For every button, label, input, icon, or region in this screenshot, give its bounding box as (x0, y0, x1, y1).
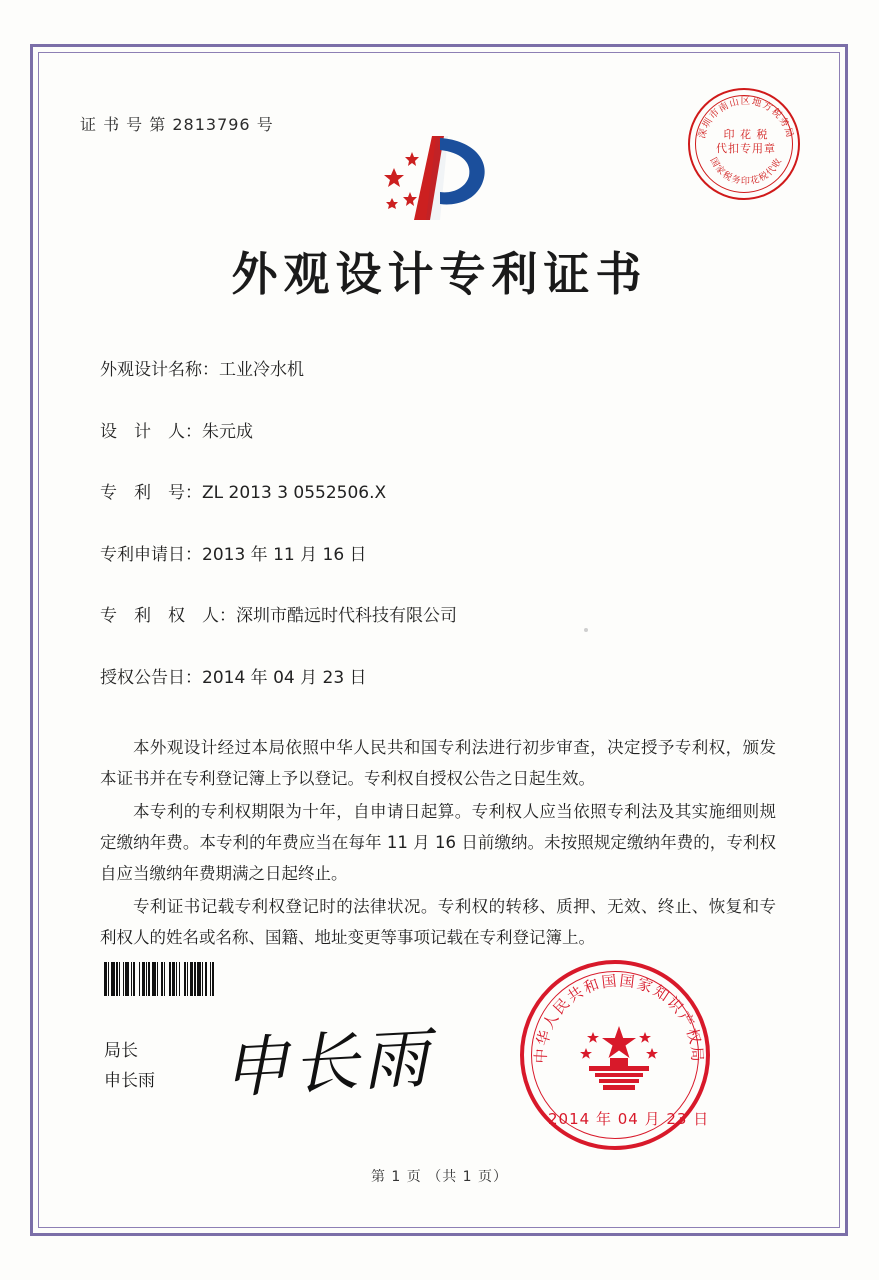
legal-paragraph-1: 本外观设计经过本局依照中华人民共和国专利法进行初步审查，决定授予专利权，颁发本证书并在专利登记簿上予以登记。专利权自授权公告之日起生效。 (100, 738, 776, 788)
frame-corner-bottom-left (30, 1210, 56, 1236)
field-design-name-value: 工业冷水机 (219, 360, 304, 380)
legal-paragraph-2: 本专利的专利权期限为十年，自申请日起算。专利权人应当依照专利法及其实施细则规定缴纳年费。本专利的年费应当在每年 11 月 16 日前缴纳。未按照规定缴纳年费的，专利权自应当缴纳年费期满之日起终止。 (100, 802, 776, 883)
field-design-name-label: 外观设计名称： (100, 360, 219, 380)
barcode (104, 962, 356, 996)
field-design-name (100, 358, 800, 384)
paper-speck (584, 628, 588, 632)
field-application-date (100, 543, 800, 569)
signature-title: 局长 (104, 1041, 138, 1061)
svg-text:中华人民共和国国家知识产权局: 中华人民共和国国家知识产权局 (531, 971, 707, 1064)
field-grant-date-label: 授权公告日： (100, 667, 202, 688)
signature-block (104, 1036, 155, 1096)
field-grant-date (100, 666, 800, 692)
frame-corner-top-right (822, 44, 848, 70)
field-patent-number-value: ZL 2013 3 0552506.X (202, 483, 387, 503)
legal-text-block (100, 732, 776, 955)
field-designer-label: 设 计 人： (100, 421, 202, 442)
page-title: 外观设计专利证书 (231, 247, 648, 301)
svg-text:国家税务印花税代收: 国家税务印花税代收 (707, 156, 785, 187)
tax-stamp-line-2: 代扣专用章 (716, 142, 776, 155)
seal-date: 2014 年 04 月 23 日 (548, 1110, 710, 1128)
field-list (100, 358, 800, 727)
field-designer (100, 420, 800, 446)
tax-stamp-center (690, 128, 802, 156)
handwritten-signature: 申长雨 (220, 1019, 435, 1108)
field-application-date-value: 2013 年 11 月 16 日 (202, 544, 367, 565)
tax-stamp-line-1: 印 花 税 (723, 128, 769, 141)
tax-stamp (688, 88, 800, 200)
field-patentee-label: 专 利 权 人： (100, 606, 236, 626)
frame-corner-top-left (30, 44, 56, 70)
certificate-number: 证 书 号 第 2813796 号 (80, 115, 274, 134)
field-patentee (100, 604, 800, 630)
page-footer: 第 1 页 （共 1 页） (370, 1169, 509, 1185)
field-grant-date-value: 2014 年 04 月 23 日 (202, 667, 367, 688)
svg-text:深圳市南山区地方税务局: 深圳市南山区地方税务局 (696, 96, 796, 140)
field-patent-number-label: 专 利 号： (100, 483, 202, 503)
frame-corner-bottom-right (822, 1210, 848, 1236)
field-patentee-value: 深圳市酷远时代科技有限公司 (236, 606, 457, 626)
field-designer-value: 朱元成 (202, 421, 253, 442)
signature-name: 申长雨 (104, 1071, 155, 1091)
field-patent-number (100, 481, 800, 507)
legal-paragraph-3: 专利证书记载专利权登记时的法律状况。专利权的转移、质押、无效、终止、恢复和专利权人的姓名或名称、国籍、地址变更等事项记载在专利登记簿上。 (100, 897, 776, 947)
sipo-logo-icon (370, 128, 500, 228)
field-application-date-label: 专利申请日： (100, 544, 202, 565)
